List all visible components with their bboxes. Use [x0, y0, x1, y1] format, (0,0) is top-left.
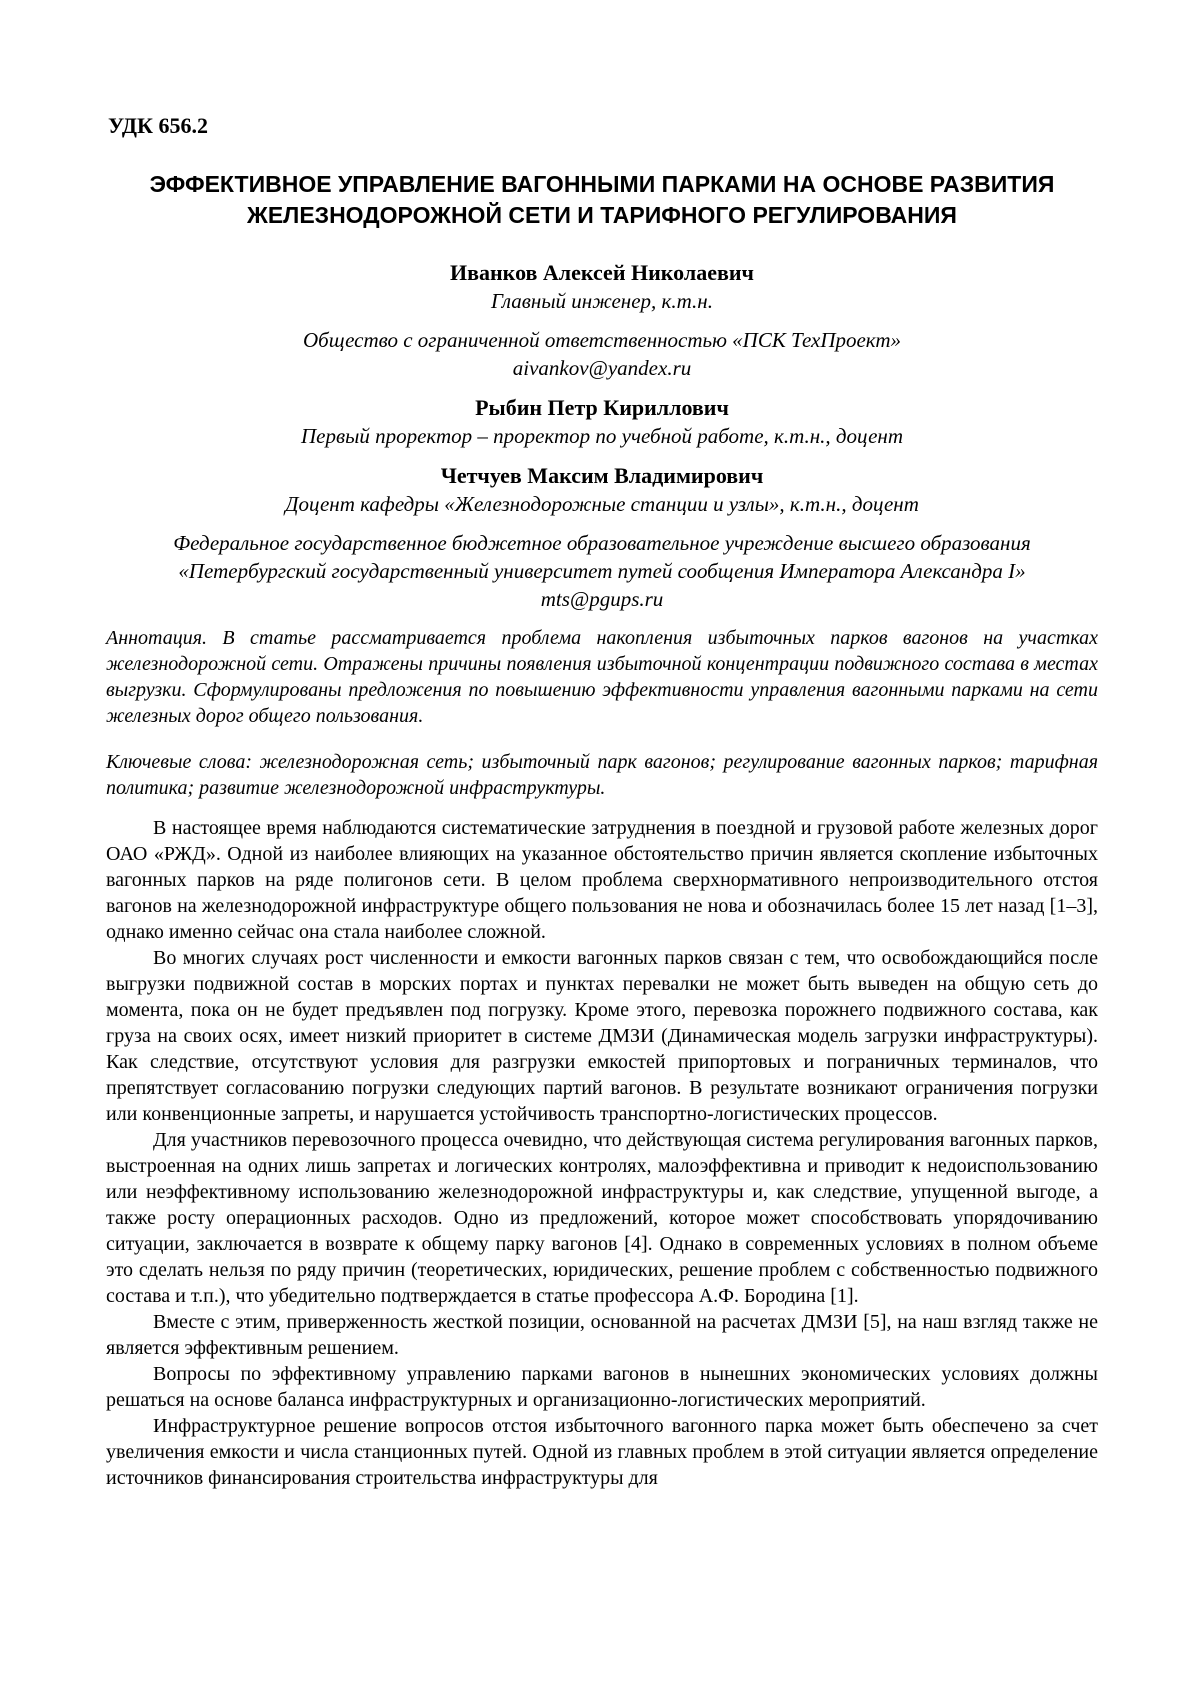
body-paragraph-2: Во многих случаях рост численности и емкости вагонных парков связан с тем, что освобождающийся после выгрузки подвижной состав в морских портах и пунктах перевалки не может быть выведен на общую сеть до момента, пока он не будет предъявлен под погрузку. Кроме этого, перевозка порожнего подвижного состава, как груза на своих осях, имеет низкий приоритет в системе ДМЗИ (Динамическая модель загрузки инфраструктуры). Как следствие, отсутствуют условия для разгрузки емкостей припортовых и пограничных терминалов, что препятствует согласованию погрузки следующих партий вагонов. В результате возникают ограничения погрузки или конвенционные запреты, и нарушается устойчивость транспортно-логистических процессов. [106, 947, 1098, 1125]
abstract-text: Аннотация. В статье рассматривается проблема накопления избыточных парков вагонов на участках железнодорожной сети. Отражены причины появления избыточной концентрации подвижного состава в местах выгрузки. Сформулированы предложения по повышению эффективности управления вагонными парками на сети железных дорог общего пользования. [106, 627, 1098, 727]
author-1-affiliation: Общество с ограниченной ответственностью «ПСК ТехПроект» [302, 328, 902, 352]
body-paragraph-5: Вопросы по эффективному управлению парками вагонов в нынешних экономических условиях должны решаться на основе баланса инфраструктурных и организационно-логистических мероприятий. [106, 1363, 1098, 1411]
university-affiliation-line-2: «Петербургский государственный университет путей сообщения Императора Александра I» [178, 559, 1026, 583]
article-title-line-2: ЖЕЛЕЗНОДОРОЖНОЙ СЕТИ И ТАРИФНОГО РЕГУЛИРОВАНИЯ [247, 202, 957, 228]
article-title-line-1: ЭФФЕКТИВНОЕ УПРАВЛЕНИЕ ВАГОННЫМИ ПАРКАМИ НА ОСНОВЕ РАЗВИТИЯ [149, 171, 1055, 197]
author-1-name: Иванков Алексей Николаевич [450, 260, 754, 285]
udc-code: УДК 656.2 [108, 113, 209, 138]
university-email: mts@pgups.ru [540, 587, 664, 611]
author-3-name: Четчуев Максим Владимирович [440, 463, 764, 488]
author-2-position: Первый проректор – проректор по учебной работе, к.т.н., доцент [301, 424, 903, 448]
author-1-position: Главный инженер, к.т.н. [491, 289, 713, 313]
article-title [106, 169, 1098, 231]
author-1-email: aivankov@yandex.ru [512, 356, 692, 380]
body-paragraph-4: Вместе с этим, приверженность жесткой позиции, основанной на расчетах ДМЗИ [5], на наш взгляд также не является эффективным решением. [106, 1311, 1098, 1359]
body-paragraph-1: В настоящее время наблюдаются систематические затруднения в поездной и грузовой работе железных дорог ОАО «РЖД». Одной из наиболее влияющих на указанное обстоятельство причин является скопление избыточных вагонных парков на ряде полигонов сети. В целом проблема сверхнормативного непроизводительного отстоя вагонов на железнодорожной инфраструктуре общего пользования не нова и обозначилась более 15 лет назад [1–3], однако именно сейчас она стала наиболее сложной. [106, 817, 1098, 943]
keywords-text: Ключевые слова: железнодорожная сеть; избыточный парк вагонов; регулирование вагонных парков; тарифная политика; развитие железнодорожной инфраструктуры. [106, 751, 1098, 799]
author-3-position: Доцент кафедры «Железнодорожные станции и узлы», к.т.н., доцент [285, 492, 919, 516]
body-paragraph-3: Для участников перевозочного процесса очевидно, что действующая система регулирования вагонных парков, выстроенная на одних лишь запретах и логических контролях, малоэффективна и приводит к недоиспользованию или неэффективному использованию железнодорожной инфраструктуры и, как следствие, упущенной выгоде, а также росту операционных расходов. Одно из предложений, которое может способствовать упорядочиванию ситуации, заключается в возврате к общему парку вагонов [4]. Однако в современных условиях в полном объеме это сделать нельзя по ряду причин (теоретических, юридических, решение проблем с собственностью подвижного состава и т.п.), что убедительно подтверждается в статье профессора А.Ф. Бородина [1]. [106, 1129, 1098, 1307]
body-paragraph-6: Инфраструктурное решение вопросов отстоя избыточного вагонного парка может быть обеспечено за счет увеличения емкости и числа станционных путей. Одной из главных проблем в этой ситуации является определение источников финансирования строительства инфраструктуры для [106, 1415, 1098, 1489]
author-2-name: Рыбин Петр Кириллович [475, 395, 729, 420]
university-affiliation-line-1: Федеральное государственное бюджетное образовательное учреждение высшего образования [173, 531, 1031, 555]
